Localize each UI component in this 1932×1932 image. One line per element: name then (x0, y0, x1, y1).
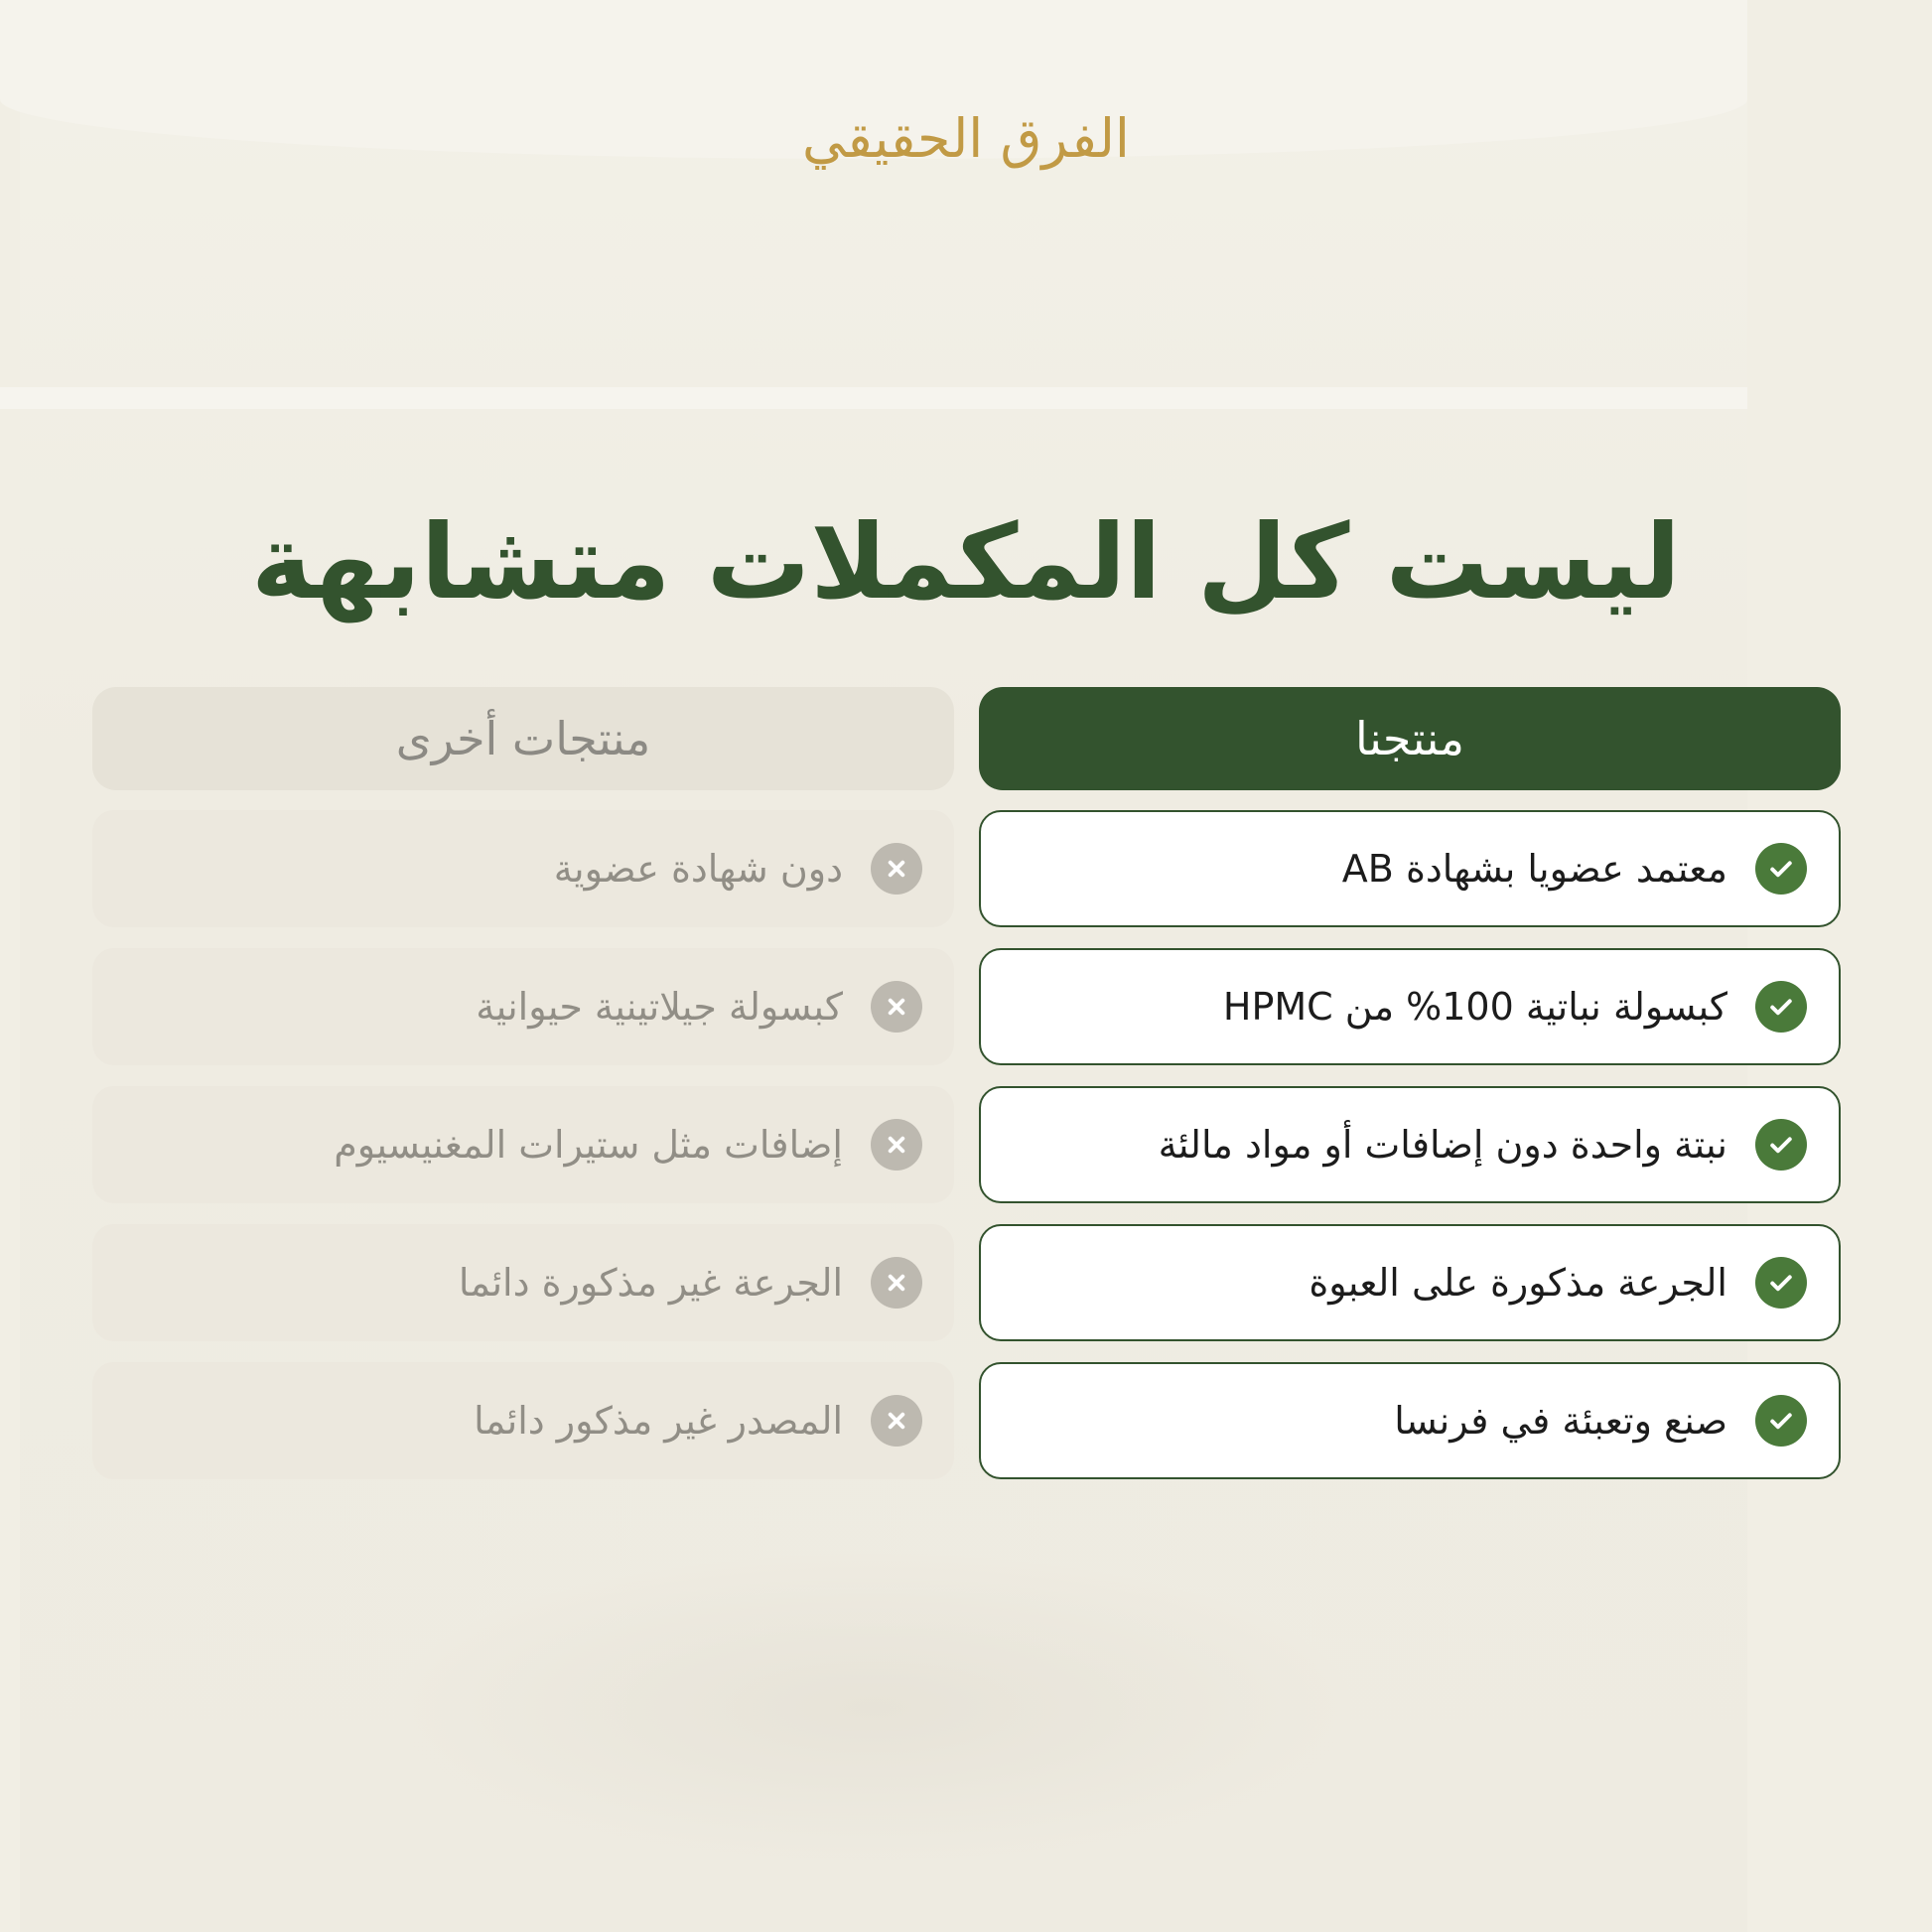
others-row (92, 1362, 954, 1479)
ours-row (979, 1086, 1841, 1203)
ours-row-label: كبسولة نباتية 100% من HPMC (1222, 985, 1727, 1029)
ours-row-label: صنع وتعبئة في فرنسا (1394, 1399, 1727, 1443)
ours-row (979, 810, 1841, 927)
column-header-ours-label: منتجنا (1355, 712, 1464, 765)
ours-row-label: الجرعة مذكورة على العبوة (1309, 1261, 1727, 1305)
others-row-label: كبسولة جيلاتينية حيوانية (476, 985, 843, 1029)
cross-icon (871, 843, 922, 895)
eyebrow-text: الفرق الحقيقي (802, 107, 1130, 170)
check-icon (1755, 1119, 1807, 1171)
column-header-others (92, 687, 954, 790)
check-icon (1755, 1257, 1807, 1309)
ours-row (979, 948, 1841, 1065)
ours-row (979, 1362, 1841, 1479)
check-icon (1755, 981, 1807, 1033)
others-row (92, 1224, 954, 1341)
page-title: ليست كل المكملات متشابهة (251, 501, 1681, 622)
others-row-label: دون شهادة عضوية (553, 847, 843, 891)
others-row (92, 1086, 954, 1203)
others-row-label: إضافات مثل ستيرات المغنيسيوم (334, 1123, 843, 1167)
cross-icon (871, 981, 922, 1033)
cross-icon (871, 1119, 922, 1171)
ours-row (979, 1224, 1841, 1341)
column-header-ours (979, 687, 1841, 790)
others-row (92, 948, 954, 1065)
cross-icon (871, 1257, 922, 1309)
column-header-others-label: منتجات أخرى (395, 712, 651, 765)
ours-row-label: نبتة واحدة دون إضافات أو مواد مالئة (1158, 1123, 1727, 1167)
others-row (92, 810, 954, 927)
ours-row-label: معتمد عضويا بشهادة AB (1341, 847, 1727, 891)
check-icon (1755, 1395, 1807, 1447)
check-icon (1755, 843, 1807, 895)
others-row-label: المصدر غير مذكور دائما (474, 1399, 843, 1443)
cross-icon (871, 1395, 922, 1447)
others-row-label: الجرعة غير مذكورة دائما (458, 1261, 843, 1305)
